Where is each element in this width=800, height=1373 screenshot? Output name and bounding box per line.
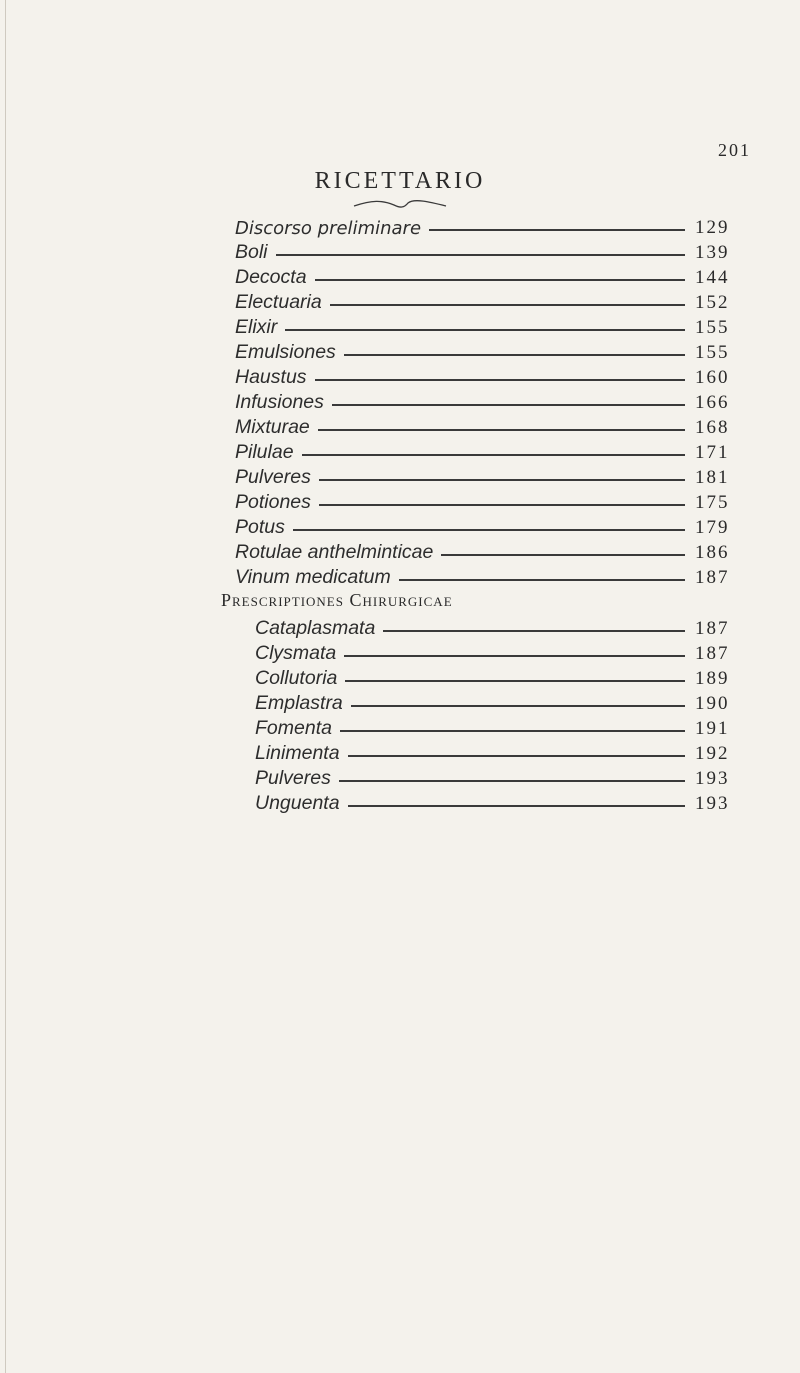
toc-entry-page: 166 [695,392,730,413]
toc-entry-page: 160 [695,367,730,388]
leader-line [441,554,685,556]
toc-entry-page: 190 [695,693,730,714]
toc-entry [235,564,735,589]
leader-line [351,705,685,707]
toc-entry-page: 168 [695,417,730,438]
toc-entry-label: Collutoria [255,667,338,689]
toc-entry [235,214,735,239]
leader-line [383,630,685,632]
toc-entry-label: Boli [235,241,268,263]
leader-line [332,404,685,406]
toc-entry-page: 193 [695,793,730,814]
toc-entry-page: 186 [695,542,730,563]
toc-entry [235,539,735,564]
section-heading: Prescriptiones Chirurgicae [221,590,453,610]
toc-entry [255,665,735,690]
page-title: RICETTARIO [314,168,486,194]
leader-line [315,379,685,381]
toc-entry-page: 129 [695,217,730,238]
toc-entry-label: Emplastra [255,692,343,714]
leader-line [276,254,685,256]
toc-entry-page: 187 [695,618,730,639]
toc-entry-page: 155 [695,317,730,338]
leader-line [315,279,685,281]
toc-entry-label: Vinum medicatum [235,566,391,588]
leader-line [339,780,685,782]
leader-line [429,229,685,231]
leader-line [293,529,685,531]
toc-entry-page: 155 [695,342,730,363]
toc-entry-page: 193 [695,768,730,789]
toc-section-main [235,214,735,589]
toc-entry-label: Discorso preliminare [235,218,422,239]
toc-entry-page: 191 [695,718,730,739]
leader-line [399,579,685,581]
leader-line [319,504,685,506]
toc-entry-label: Pilulae [235,441,294,463]
toc-entry [235,414,735,439]
toc-entry-label: Unguenta [255,792,340,814]
leader-line [340,730,685,732]
toc-entry-page: 175 [695,492,730,513]
toc-entry-label: Elixir [235,316,278,338]
leader-line [285,329,685,331]
toc-entry [255,715,735,740]
toc-entry-page: 189 [695,668,730,689]
toc-entry [235,439,735,464]
toc-entry-page: 144 [695,267,730,288]
toc-entry [255,690,735,715]
toc-entry-label: Cataplasmata [255,617,376,639]
leader-line [302,454,685,456]
leader-line [330,304,685,306]
toc-entry-page: 187 [695,643,730,664]
toc-entry-page: 152 [695,292,730,313]
toc-entry-label: Linimenta [255,742,340,764]
toc-entry [235,314,735,339]
toc-entry-page: 181 [695,467,730,488]
toc-entry-label: Decocta [235,266,307,288]
toc-entry-label: Potiones [235,491,311,513]
toc-entry-page: 139 [695,242,730,263]
toc-entry-label: Potus [235,516,285,538]
page-edge-line [5,0,6,1373]
toc-entry [255,640,735,665]
toc-entry-label: Rotulae anthelminticae [235,541,434,563]
leader-line [318,429,685,431]
leader-line [345,680,685,682]
toc-entry [235,239,735,264]
toc-entry [255,740,735,765]
page-number: 201 [718,140,751,160]
toc-entry [235,464,735,489]
toc-entry [235,389,735,414]
title-ornament-icon [352,198,448,212]
toc-entry [255,615,735,640]
toc-entry [235,489,735,514]
leader-line [348,755,685,757]
toc-entry [235,514,735,539]
toc-section-surgical [255,615,735,815]
toc-entry [235,364,735,389]
toc-entry-label: Mixturae [235,416,310,438]
toc-entry-label: Electuaria [235,291,322,313]
toc-entry-label: Haustus [235,366,307,388]
toc-entry-label: Pulveres [235,466,311,488]
leader-line [344,354,685,356]
toc-entry [235,289,735,314]
toc-entry-page: 171 [695,442,730,463]
toc-entry [235,339,735,364]
toc-entry [255,765,735,790]
toc-entry-page: 192 [695,743,730,764]
toc-entry-page: 179 [695,517,730,538]
toc-entry-label: Clysmata [255,642,337,664]
leader-line [348,805,685,807]
toc-entry-label: Emulsiones [235,341,336,363]
toc-entry [235,264,735,289]
toc-entry-label: Fomenta [255,717,332,739]
toc-entry [255,790,735,815]
leader-line [319,479,685,481]
toc-entry-label: Pulveres [255,767,331,789]
toc-entry-page: 187 [695,567,730,588]
toc-entry-label: Infusiones [235,391,324,413]
leader-line [344,655,685,657]
